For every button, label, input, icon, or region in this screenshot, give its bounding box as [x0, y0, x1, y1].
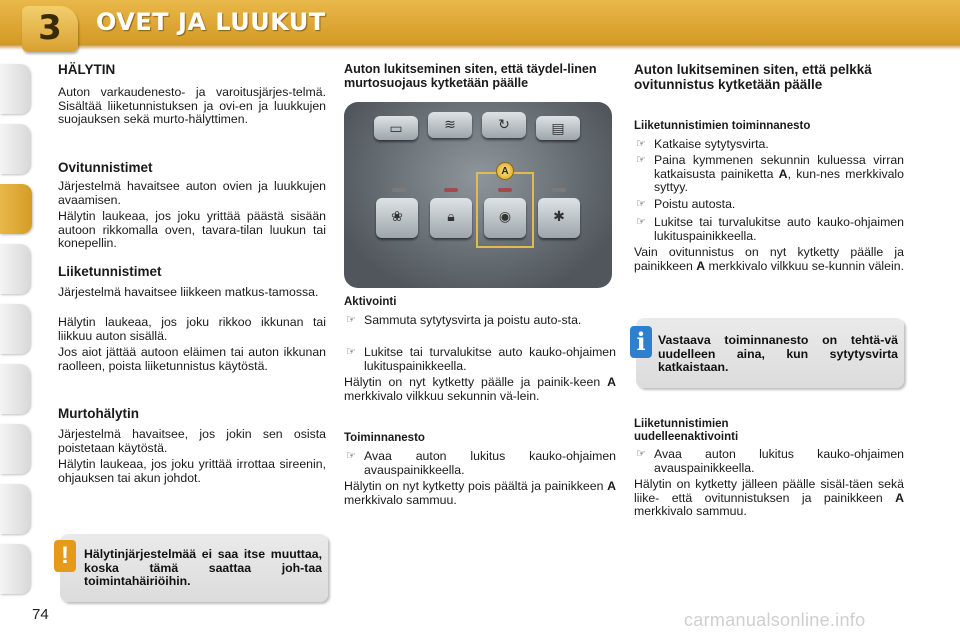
rear-window-icon: ▤ [551, 120, 565, 136]
panel-button-rear-defrost [374, 116, 418, 140]
pointing-hand-icon: ☞ [636, 216, 646, 228]
pointing-hand-icon: ☞ [636, 198, 646, 210]
sidebar-tab-2[interactable] [0, 124, 30, 174]
sidebar-tab-6[interactable] [0, 364, 30, 414]
heading-full-protection: Auton lukitseminen siten, että täydel-linen murtosuojaus kytketään päälle [344, 62, 597, 90]
chapter-sidebar [0, 60, 34, 580]
header-shadow [0, 44, 960, 50]
chapter-number: 3 [38, 8, 62, 48]
text-halytin: Auton varkaudenesto- ja varoitusjärjes-telmä. Sisältää liiketunnistuksen ja ovi-en ja luukkujen suojauksen sekä murto-hälyttimen. [58, 85, 326, 126]
panel-button-central-lock [430, 198, 472, 238]
pointing-hand-icon: ☞ [636, 154, 646, 166]
led-4 [552, 188, 566, 192]
text-reaktivointi-result: Hälytin on kytketty jälleen päälle sisäl-täen sekä liike- että ovitunnistuksen ja painikkeen A merkkivalo sammuu. [634, 477, 904, 518]
recirculation-icon: ↻ [498, 116, 510, 132]
text-murto-1: Järjestelmä havaitsee, jos jokin sen osista poistetaan käytöstä. [58, 427, 326, 455]
info-note [636, 318, 904, 388]
windscreen-icon: ≋ [444, 116, 456, 132]
list-item: ☞ Katkaise sytytysvirta. [636, 137, 769, 151]
heading-halytin: HÄLYTIN [58, 62, 116, 77]
warning-icon: ! [54, 540, 76, 572]
chapter-title: OVET JA LUUKUT [96, 8, 326, 36]
pointing-hand-icon: ☞ [346, 450, 356, 462]
pointing-hand-icon: ☞ [346, 314, 356, 326]
heading-reaktivointi: Liiketunnistimien uudelleenaktivointi [634, 418, 739, 443]
list-item: ☞ Avaa auton lukitus kauko-ohjaimen avauspainikkeella. [636, 447, 904, 475]
list-item: ☞ Sammuta sytytysvirta ja poistu auto-sta. [346, 313, 582, 327]
text-ovi-2: Hälytin laukeaa, jos joku yrittää päästä sisään autoon rikkomalla oven, tavara-tilan luukun tai konepellin. [58, 209, 326, 250]
chapter-tab [22, 6, 78, 52]
text-ovi-1: Järjestelmä havaitsee auton ovien ja luukkujen avaamisen. [58, 179, 326, 207]
text-liike-2: Hälytin laukeaa, jos joku rikkoo ikkunan tai liikkuu auton sisällä. [58, 315, 326, 343]
heading-door-only: Auton lukitseminen siten, että pelkkä ovitunnistus kytketään päälle [634, 62, 872, 92]
list-item: ☞ Paina kymmenen sekunnin kuluessa virran katkaisusta painiketta A, kun-nes merkkivalo syttyy. [636, 153, 904, 194]
pointing-hand-icon: ☞ [346, 346, 356, 358]
info-text: Vastaava toiminnanesto on tehtä-vä uudelleen aina, kun sytytysvirta katkaistaan. [658, 333, 898, 374]
heading-toiminnanesto: Toiminnanesto [344, 432, 425, 444]
pointing-hand-icon: ☞ [636, 448, 646, 460]
list-item: ☞ Avaa auton lukitus kauko-ohjaimen avauspainikkeella. [346, 449, 616, 477]
heading-liike-toiminnanesto: Liiketunnistimien toiminnanesto [634, 120, 811, 132]
led-2 [444, 188, 458, 192]
heading-aktivointi: Aktivointi [344, 296, 397, 308]
text-door-only-result: Vain ovitunnistus on nyt kytketty päälle ja painikkeen A merkkivalo vilkkuu se-kunnin välein. [634, 245, 904, 273]
list-item: ☞ Poistu autosta. [636, 197, 736, 211]
text-aktivointi-result: Hälytin on nyt kytketty päälle ja painik-keen A merkkivalo vilkkuu sekunnin vä-lein. [344, 375, 616, 403]
text-liike-1: Järjestelmä havaitsee liikkeen matkus-tamossa. [58, 285, 319, 299]
sidebar-tab-5[interactable] [0, 304, 30, 354]
sidebar-tab-1[interactable] [0, 64, 30, 114]
lock-icon: 🔒︎ [447, 208, 455, 224]
heading-ovitunnistimet: Ovitunnistimet [58, 160, 153, 175]
sidebar-tab-4[interactable] [0, 244, 30, 294]
alarm-volumetric-icon: ◉ [498, 208, 512, 224]
esp-icon: ❀ [391, 208, 403, 224]
child-lock-icon: ✱ [553, 208, 565, 224]
defrost-icon: ▭ [389, 120, 403, 136]
sidebar-tab-8[interactable] [0, 484, 30, 534]
info-icon: i [630, 326, 652, 358]
led-1 [392, 188, 406, 192]
list-item: ☞ Lukitse tai turvalukitse auto kauko-ohjaimen lukituspainikkeella. [636, 215, 904, 243]
sidebar-tab-9[interactable] [0, 544, 30, 594]
heading-murtohalytin: Murtohälytin [58, 406, 139, 421]
list-item: ☞ Lukitse tai turvalukitse auto kauko-ohjaimen lukituspainikkeella. [346, 345, 616, 373]
button-a-badge: A [496, 162, 514, 180]
panel-button-recirculation [482, 112, 526, 138]
heading-liiketunnistimet: Liiketunnistimet [58, 264, 162, 279]
page-number: 74 [32, 606, 49, 623]
panel-button-windscreen [428, 112, 472, 138]
warning-text: Hälytinjärjestelmää ei saa itse muuttaa, koska tämä saattaa joh-taa toimintahäiriöihin. [84, 547, 322, 588]
sidebar-tab-active[interactable] [0, 184, 32, 234]
panel-button-esp [376, 198, 418, 238]
panel-button-rear-window [536, 116, 580, 140]
panel-button-child-lock [538, 198, 580, 238]
watermark: carmanualsonline.info [684, 610, 866, 630]
text-liike-3: Jos aiot jättää autoon eläimen tai auton ikkunan raolleen, poista liiketunnistus käytöstä. [58, 345, 326, 373]
sidebar-tab-7[interactable] [0, 424, 30, 474]
warning-note [60, 534, 328, 602]
button-a-highlight [476, 172, 534, 248]
alarm-control-panel-illustration [344, 102, 612, 288]
text-murto-2: Hälytin laukeaa, jos joku yrittää irrottaa sireenin, ohjauksen tai akun johdot. [58, 457, 326, 485]
pointing-hand-icon: ☞ [636, 138, 646, 150]
text-toiminnanesto-result: Hälytin on nyt kytketty pois päältä ja painikkeen A merkkivalo sammuu. [344, 479, 616, 507]
